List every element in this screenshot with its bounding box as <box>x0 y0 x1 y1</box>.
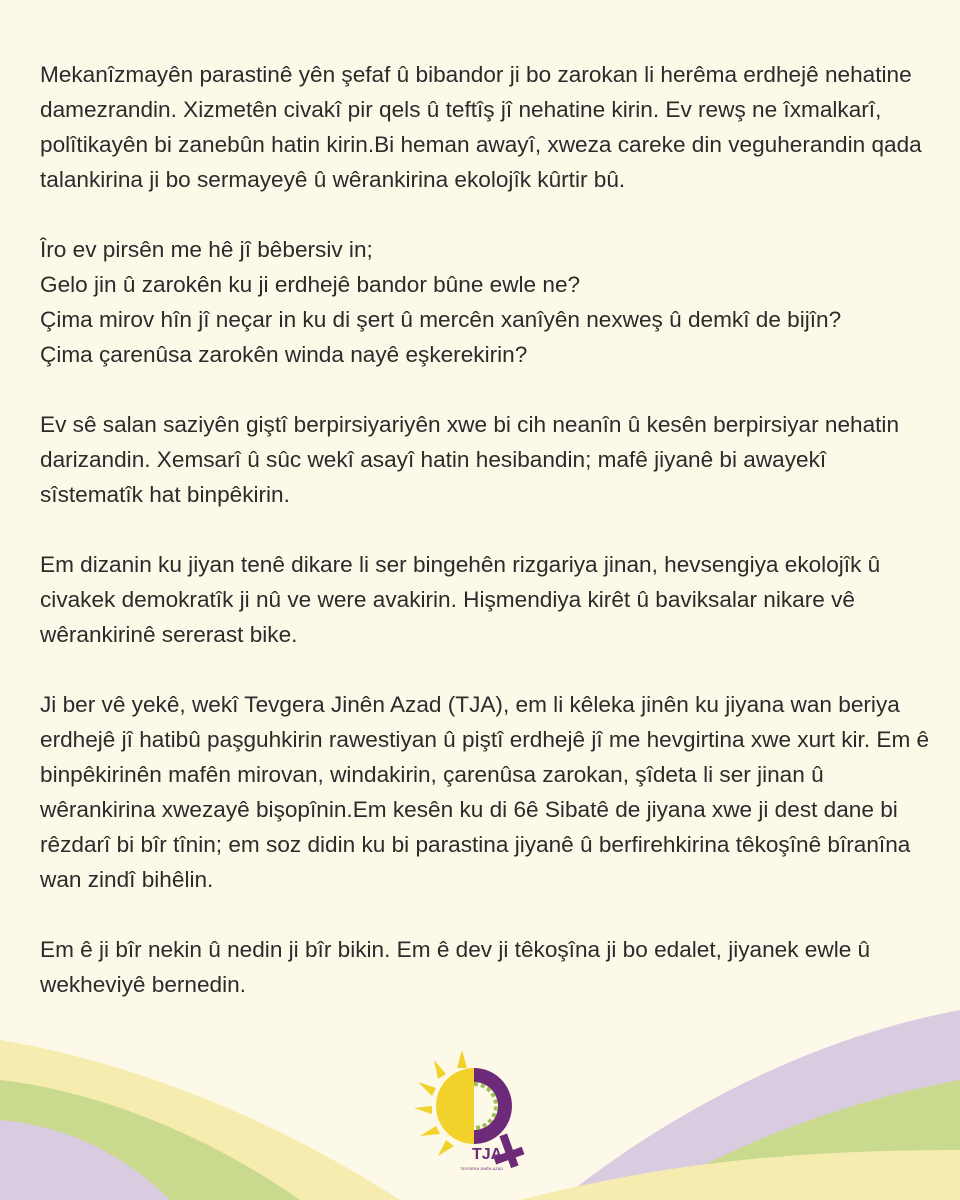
paragraph-5: Ji ber vê yekê, wekî Tevgera Jinên Azad (TJA), em li kêleka jinên ku jiyana wan beriya erdhejê jî hatibû paşguhkirin rawestiyan û piştî erdhejê jî me hevgirtina xwe xurt kir. Em ê binpêkirinên mafên mirovan, windakirin, çarenûsa zarokan, şîdeta li ser jinan û wêrankirina xwezayê bişopînin.Em kesên ku di 6ê Sibatê de jiyana xwe ji dest dane bi rêzdarî bi bîr tînin; em soz didin ku bi parastina jiyanê û berfirehkirina têkoşînê bîranîna wan zindî bihêlin. <box>40 692 930 892</box>
logo-subtext: TEVGERA JINÊN AZAD <box>460 1166 504 1171</box>
paragraph-1: Mekanîzmayên parastinê yên şefaf û bibandor ji bo zarokan li herêma erdhejê nehatine damezrandin. Xizmetên civakî pir qels û teftîş jî nehatine kirin. Ev rewş ne îxmalkarî, polîtikayên bi zanebûn hatin kirin.Bi heman awayî, xweza careke din veguherandin qada talankirina ji bo sermayeyê û wêrankirina ekolojîk kûrtir bû. <box>40 62 922 192</box>
paragraph-6: Em ê ji bîr nekin û nedin ji bîr bikin. Em ê dev ji têkoşîna ji bo edalet, jiyanek ewle û wekheviyê bernedin. <box>40 937 871 997</box>
paragraph-4: Em dizanin ku jiyan tenê dikare li ser bingehên rizgariya jinan, hevsengiya ekolojîk û civakek demokratîk ji nû ve were avakirin. Hişmendiya kirêt û baviksalar nikare vê wêrankirinê sererast bike. <box>40 552 881 647</box>
statement-text <box>40 57 930 1002</box>
logo-text: TJA <box>472 1146 503 1163</box>
paragraph-2: Îro ev pirsên me hê jî bêbersiv in; Gelo jin û zarokên ku ji erdhejê bandor bûne ewle ne? Çima mirov hîn jî neçar in ku di şert û mercên xanîyên nexweş û demkî de bijîn? Çima çarenûsa zarokên winda nayê eşkerekirin? <box>40 237 842 367</box>
tja-logo <box>412 1048 552 1188</box>
paragraph-3: Ev sê salan saziyên giştî berpirsiyariyên xwe bi cih neanîn û kesên berpirsiyar nehatin darizandin. Xemsarî û sûc wekî asayî hatin hesibandin; mafê jiyanê bi awayekî sîstematîk hat binpêkirin. <box>40 412 900 507</box>
